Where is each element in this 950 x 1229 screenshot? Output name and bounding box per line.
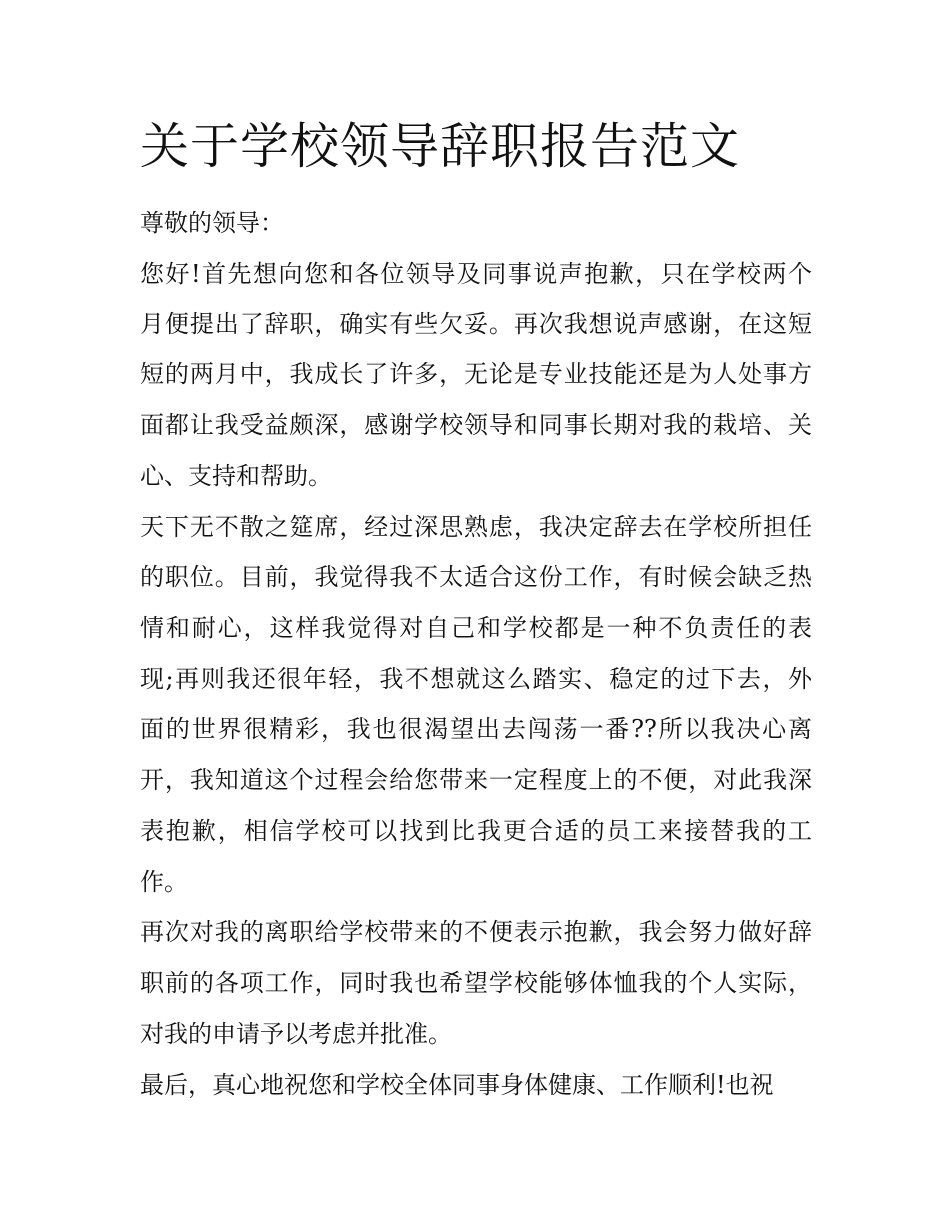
body-line: 月便提出了辞职，确实有些欠妥。再次我想说声感谢，在这短: [140, 310, 812, 338]
body-line: 对我的申请予以考虑并批准。: [140, 1020, 452, 1048]
body-line: 表抱歉，相信学校可以找到比我更合适的员工来接替我的工: [140, 817, 812, 845]
body-line: 短的两月中，我成长了许多，无论是专业技能还是为人处事方: [140, 360, 812, 388]
body-line: 最后，真心地祝您和学校全体同事身体健康、工作顺利!也祝: [140, 1071, 774, 1099]
body-line: 您好!首先想向您和各位领导及同事说声抱歉，只在学校两个: [140, 260, 812, 288]
body-line: 天下无不散之筵席，经过深思熟虑，我决定辞去在学校所担任: [140, 513, 812, 541]
body-line: 再次对我的离职给学校带来的不便表示抱歉，我会努力做好辞: [140, 918, 812, 946]
body-line: 面都让我受益颇深，感谢学校领导和同事长期对我的栽培、关: [140, 411, 812, 439]
body-line: 职前的各项工作，同时我也希望学校能够体恤我的个人实际，: [140, 969, 812, 997]
body-line: 情和耐心，这样我觉得对自己和学校都是一种不负责任的表: [140, 614, 812, 642]
body-line: 心、支持和帮助。: [140, 462, 332, 490]
body-line: 的职位。目前，我觉得我不太适合这份工作，有时候会缺乏热: [140, 563, 812, 591]
body-line: 现;再则我还很年轻，我不想就这么踏实、稳定的过下去，外: [140, 665, 812, 693]
body-line: 开，我知道这个过程会给您带来一定程度上的不便，对此我深: [140, 766, 812, 794]
body-line: 作。: [140, 868, 188, 896]
salutation-line: 尊敬的领导：: [140, 209, 284, 237]
document-title: 关于学校领导辞职报告范文: [140, 118, 741, 175]
body-line: 面的世界很精彩，我也很渴望出去闯荡一番??所以我决心离: [140, 715, 812, 743]
